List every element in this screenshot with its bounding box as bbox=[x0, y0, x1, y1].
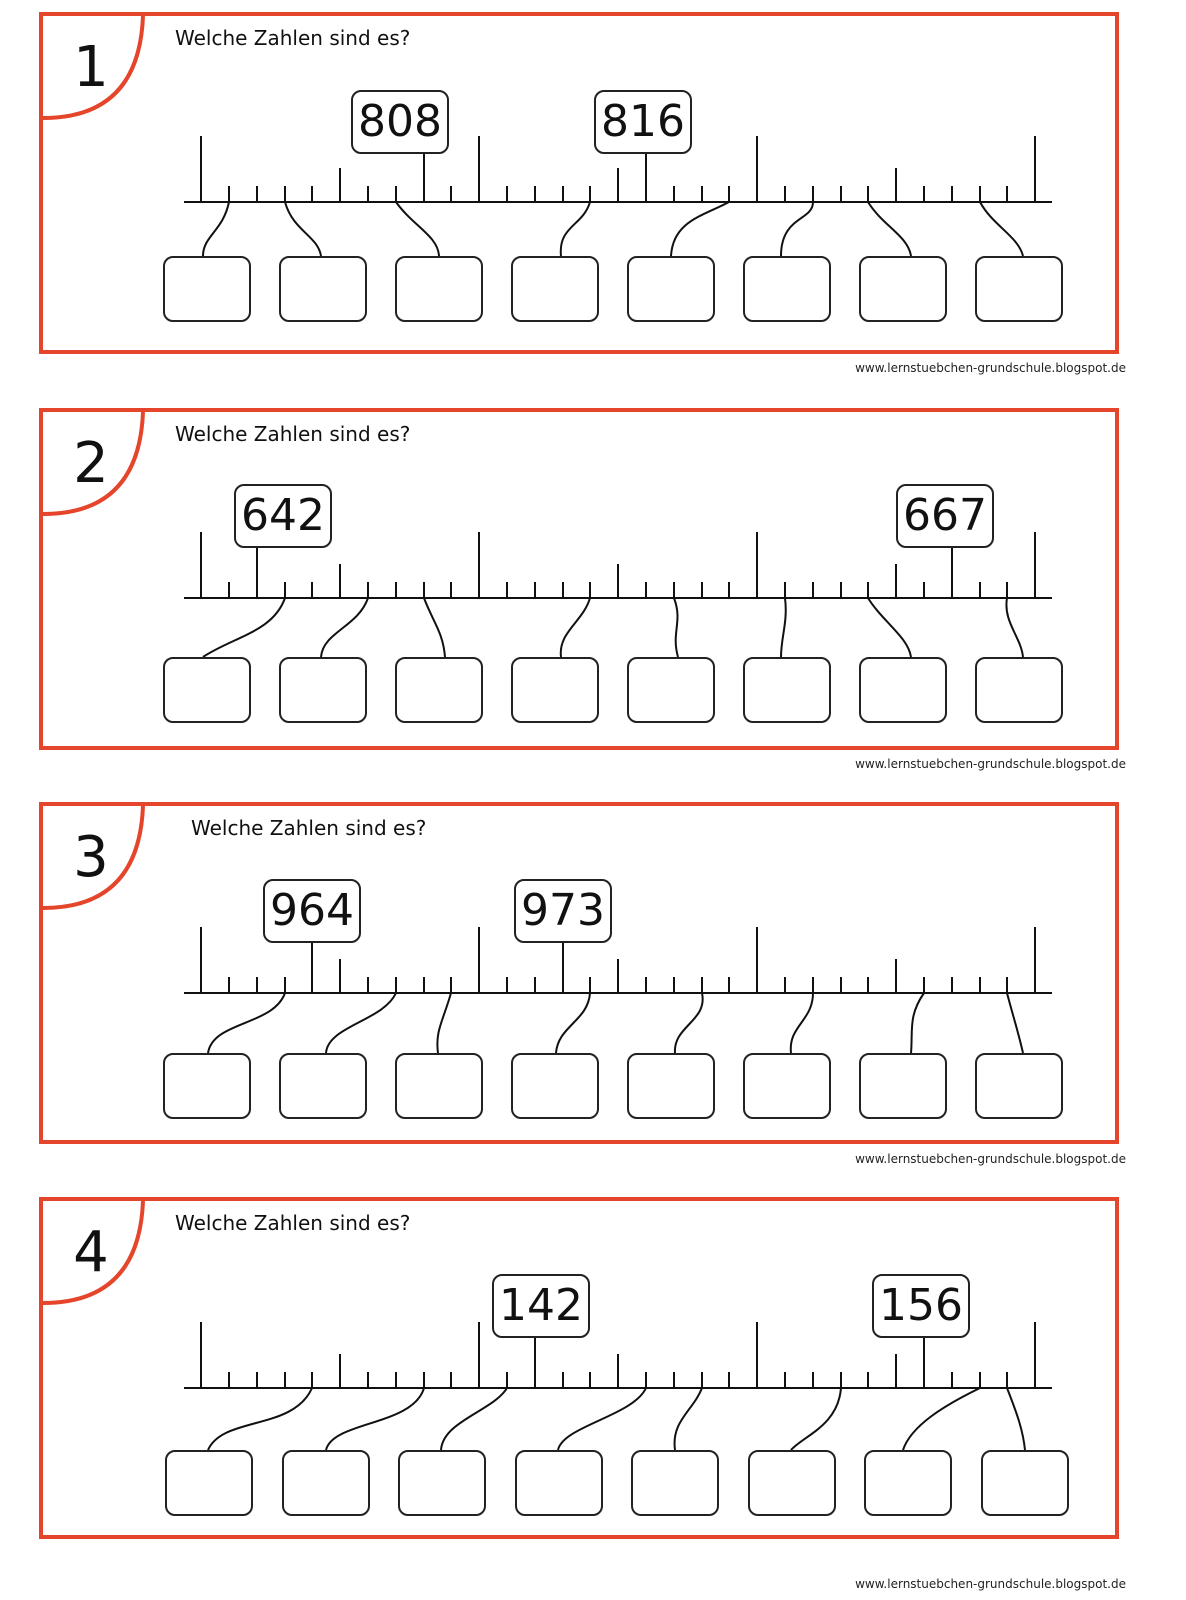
answer-box[interactable] bbox=[743, 256, 831, 322]
exercise-number: 4 bbox=[73, 1220, 109, 1285]
footer-url: www.lernstuebchen-grundschule.blogspot.de bbox=[855, 361, 1126, 375]
answer-box[interactable] bbox=[511, 657, 599, 723]
answer-box[interactable] bbox=[743, 657, 831, 723]
answer-box[interactable] bbox=[631, 1450, 719, 1516]
answer-box[interactable] bbox=[163, 657, 251, 723]
given-number-label: 808 bbox=[351, 90, 449, 154]
answer-box[interactable] bbox=[279, 256, 367, 322]
answer-box[interactable] bbox=[395, 256, 483, 322]
answer-box[interactable] bbox=[163, 1053, 251, 1119]
answer-box[interactable] bbox=[627, 657, 715, 723]
answer-box[interactable] bbox=[748, 1450, 836, 1516]
exercise-prompt: Welche Zahlen sind es? bbox=[175, 1211, 411, 1235]
given-number-label: 973 bbox=[514, 879, 612, 943]
answer-box[interactable] bbox=[163, 256, 251, 322]
answer-box[interactable] bbox=[395, 1053, 483, 1119]
answer-box[interactable] bbox=[627, 256, 715, 322]
footer-url: www.lernstuebchen-grundschule.blogspot.de bbox=[855, 1577, 1126, 1591]
answer-box[interactable] bbox=[859, 256, 947, 322]
answer-box[interactable] bbox=[981, 1450, 1069, 1516]
answer-box[interactable] bbox=[395, 657, 483, 723]
answer-box[interactable] bbox=[627, 1053, 715, 1119]
answer-box[interactable] bbox=[165, 1450, 253, 1516]
given-number-label: 667 bbox=[896, 484, 994, 548]
answer-box[interactable] bbox=[859, 657, 947, 723]
exercise-card-3 bbox=[39, 802, 1119, 1144]
exercise-card-2 bbox=[39, 408, 1119, 750]
answer-box[interactable] bbox=[743, 1053, 831, 1119]
exercise-card-4 bbox=[39, 1197, 1119, 1539]
given-number-label: 964 bbox=[263, 879, 361, 943]
exercise-number: 1 bbox=[73, 35, 109, 100]
given-number-label: 142 bbox=[492, 1274, 590, 1338]
exercise-number: 3 bbox=[73, 825, 109, 890]
answer-box[interactable] bbox=[975, 256, 1063, 322]
answer-box[interactable] bbox=[279, 1053, 367, 1119]
answer-box[interactable] bbox=[511, 1053, 599, 1119]
answer-box[interactable] bbox=[975, 657, 1063, 723]
exercise-card-1 bbox=[39, 12, 1119, 354]
given-number-label: 642 bbox=[234, 484, 332, 548]
exercise-prompt: Welche Zahlen sind es? bbox=[175, 26, 411, 50]
exercise-prompt: Welche Zahlen sind es? bbox=[175, 422, 411, 446]
exercise-number: 2 bbox=[73, 431, 109, 496]
answer-box[interactable] bbox=[279, 657, 367, 723]
given-number-label: 816 bbox=[594, 90, 692, 154]
exercise-prompt: Welche Zahlen sind es? bbox=[191, 816, 427, 840]
answer-box[interactable] bbox=[864, 1450, 952, 1516]
given-number-label: 156 bbox=[872, 1274, 970, 1338]
answer-box[interactable] bbox=[511, 256, 599, 322]
answer-box[interactable] bbox=[975, 1053, 1063, 1119]
footer-url: www.lernstuebchen-grundschule.blogspot.de bbox=[855, 757, 1126, 771]
answer-box[interactable] bbox=[515, 1450, 603, 1516]
footer-url: www.lernstuebchen-grundschule.blogspot.de bbox=[855, 1152, 1126, 1166]
answer-box[interactable] bbox=[859, 1053, 947, 1119]
answer-box[interactable] bbox=[282, 1450, 370, 1516]
answer-box[interactable] bbox=[398, 1450, 486, 1516]
